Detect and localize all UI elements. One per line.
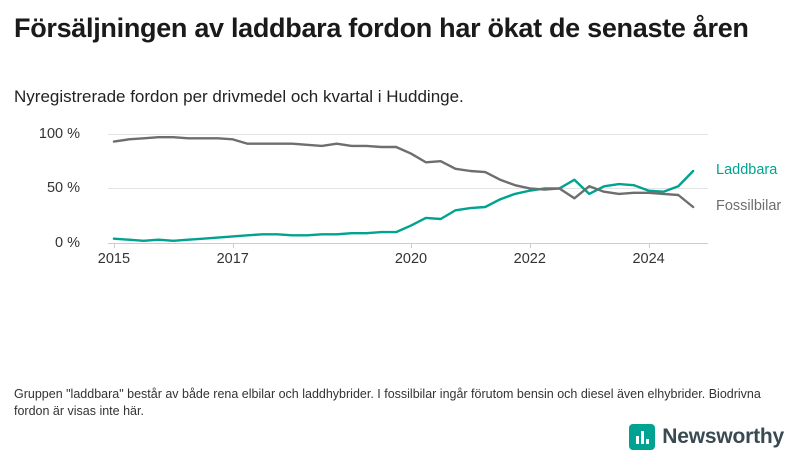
x-axis-line bbox=[108, 243, 708, 244]
x-tick-label: 2022 bbox=[513, 250, 546, 267]
x-tick-mark bbox=[114, 243, 115, 248]
x-tick-mark bbox=[411, 243, 412, 248]
chart-subtitle: Nyregistrerade fordon per drivmedel och kvartal i Huddinge. bbox=[14, 86, 464, 106]
x-tick-label: 2015 bbox=[97, 250, 131, 267]
brand-logo bbox=[629, 424, 784, 450]
brand-name: Newsworthy bbox=[662, 425, 784, 448]
y-tick-label: 50 % bbox=[46, 180, 80, 197]
x-tick-label: 2024 bbox=[632, 250, 665, 267]
series-lines bbox=[108, 123, 708, 243]
page-title: Försäljningen av laddbara fordon har ökat de senaste åren bbox=[14, 13, 749, 43]
series-line-laddbara bbox=[114, 171, 693, 241]
series-label-laddbara: Laddbara bbox=[716, 161, 778, 178]
x-tick-mark bbox=[530, 243, 531, 248]
footnote: Gruppen "laddbara" består av både rena elbilar och laddhybrider. I fossilbilar ingår förutom bensin och diesel även elhybrider. Biodrivna fordon är visas inte här. bbox=[14, 387, 761, 418]
x-tick-mark bbox=[233, 243, 234, 248]
chart-area bbox=[14, 123, 786, 283]
series-label-fossilbilar: Fossilbilar bbox=[716, 197, 782, 214]
y-tick-label: 0 % bbox=[55, 234, 80, 251]
series-line-fossilbilar bbox=[114, 137, 693, 207]
bar-chart-logo-icon bbox=[629, 424, 655, 450]
x-tick-mark bbox=[649, 243, 650, 248]
x-tick-label: 2020 bbox=[394, 250, 428, 267]
y-tick-label: 100 % bbox=[38, 125, 80, 142]
x-tick-label: 2017 bbox=[216, 250, 249, 267]
chart-page bbox=[0, 12, 800, 462]
plot-region bbox=[108, 123, 708, 243]
